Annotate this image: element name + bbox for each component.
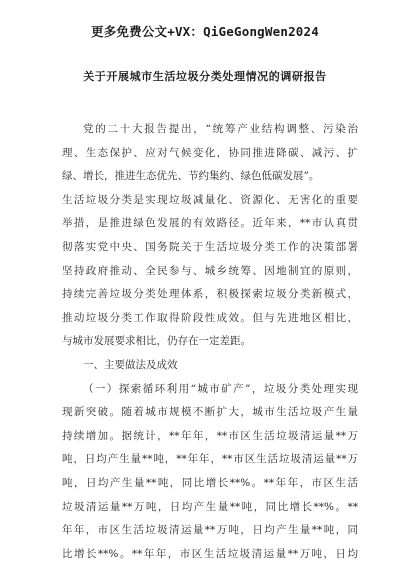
body-text-line: 理、生态保护、应对气候变化，协同推进降碳、减污、扩 bbox=[62, 146, 358, 159]
body-text-line: 举措，是推进绿色发展的有效路径。近年来，**市认真贯 bbox=[62, 217, 358, 230]
body-text-line: 生活垃圾分类是实现垃圾减量化、资源化、无害化的重要 bbox=[62, 193, 358, 206]
body-text-line: （一）探索循环利用“城市矿产”，垃圾分类处理实现 bbox=[83, 382, 358, 395]
watermark-header: 更多免费公文+VX：QiGeGongWen2024 bbox=[91, 24, 319, 39]
document-title: 关于开展城市生活垃圾分类处理情况的调研报告 bbox=[83, 70, 327, 83]
body-text-line: 与城市发展要求相比，仍存在一定差距。 bbox=[62, 335, 251, 348]
body-text-line: 推动垃圾分类工作取得阶段性成效。但与先进地区相比， bbox=[62, 311, 358, 324]
document-body bbox=[62, 118, 358, 566]
body-text-line: 持续增加。据统计，**年年，**市区生活垃圾清运量**万 bbox=[62, 429, 358, 442]
body-text-line: 现新突破。随着城市规模不断扩大，城市生活垃圾产生量 bbox=[62, 406, 358, 419]
body-text-line: 党的二十大报告提出，“统筹产业结构调整、污染治 bbox=[83, 123, 358, 135]
body-text-line: 比增长**%。**年年，市区生活垃圾清运量**万吨，日均 bbox=[62, 547, 358, 560]
body-text-line: 吨，日均产生量**吨，**年年，**市区生活垃圾清运量**万 bbox=[62, 453, 358, 466]
body-text-line: 年年，市区生活垃圾清运量**万吨，日均产生量**吨，同 bbox=[62, 524, 358, 537]
body-text-line: 绿、增长，推进生态优先、节约集约、绿色低碳发展”。 bbox=[62, 170, 320, 183]
body-text-line: 持续完善垃圾分类处理体系，积极探索垃圾分类新模式， bbox=[62, 288, 358, 301]
body-text-line: 垃圾清运量**万吨，日均产生量**吨，同比增长**%。** bbox=[62, 500, 358, 513]
body-text-line: 一、主要做法及成效 bbox=[83, 358, 178, 371]
body-text-line: 吨，日均产生量**吨，同比增长**%。**年年，市区生活 bbox=[62, 476, 358, 489]
body-text-line: 彻落实党中央、国务院关于生活垃圾分类工作的决策部署 bbox=[62, 240, 358, 253]
body-text-line: 坚持政府推动、全民参与、城乡统筹、因地制宜的原则， bbox=[62, 264, 358, 277]
